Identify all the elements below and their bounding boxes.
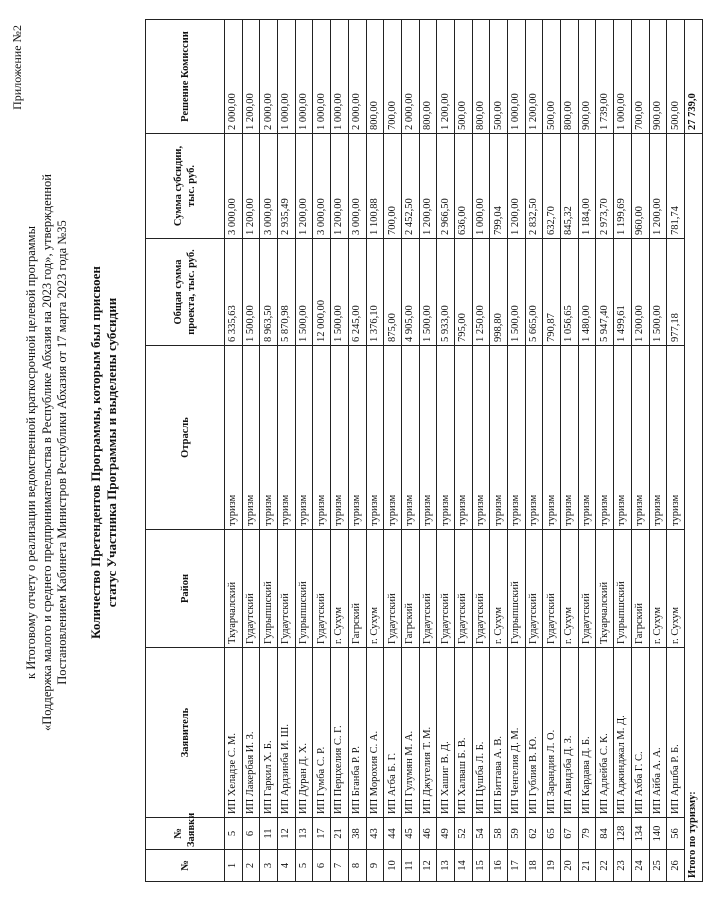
application-number-cell: 44 bbox=[384, 818, 402, 850]
commission-decision-cell: 2 000,00 bbox=[260, 20, 278, 134]
commission-decision-cell: 1 739,00 bbox=[596, 20, 614, 134]
title-line: статус Участника Программы и выделены субсидии bbox=[104, 297, 119, 608]
applicant-name-cell: ИП Гублия В. Ю. bbox=[525, 648, 543, 818]
application-number-cell: 45 bbox=[401, 818, 419, 850]
industry-cell: туризм bbox=[348, 346, 366, 530]
commission-decision-cell: 2 000,00 bbox=[348, 20, 366, 134]
subsidy-amount-cell: 2 966,50 bbox=[437, 134, 455, 239]
subsidy-amount-cell: 3 000,00 bbox=[225, 134, 243, 239]
project-total-cell: 1 056,65 bbox=[561, 239, 579, 346]
row-index-cell: 2 bbox=[242, 850, 260, 882]
subsidy-amount-cell: 1 200,00 bbox=[419, 134, 437, 239]
application-number-cell: 38 bbox=[348, 818, 366, 850]
column-header-subsidy-amount: Сумма субсидии, тыс. руб. bbox=[146, 134, 225, 239]
district-cell: Гудаутский bbox=[578, 530, 596, 648]
table-row bbox=[437, 20, 455, 882]
subtitle-line: к Итоговому отчету о реализации ведомственной краткосрочной целевой программы bbox=[24, 226, 38, 679]
application-number-cell: 54 bbox=[472, 818, 490, 850]
application-number-cell: 52 bbox=[454, 818, 472, 850]
applicant-name-cell: ИП Бганба Р. Р. bbox=[348, 648, 366, 818]
district-cell: Гулрыпшский bbox=[508, 530, 526, 648]
table-row bbox=[242, 20, 260, 882]
industry-cell: туризм bbox=[401, 346, 419, 530]
table-row bbox=[278, 20, 296, 882]
subsidy-amount-cell: 1 200,00 bbox=[295, 134, 313, 239]
application-number-cell: 67 bbox=[561, 818, 579, 850]
applicant-name-cell: ИП Ардзинба И. Ш. bbox=[278, 648, 296, 818]
table-row bbox=[331, 20, 349, 882]
subsidy-amount-cell: 1 100,88 bbox=[366, 134, 384, 239]
project-total-cell: 998,80 bbox=[490, 239, 508, 346]
row-index-cell: 16 bbox=[490, 850, 508, 882]
table-row bbox=[561, 20, 579, 882]
district-cell: Гудаутский bbox=[543, 530, 561, 648]
district-cell: Гудаутский bbox=[437, 530, 455, 648]
industry-cell: туризм bbox=[278, 346, 296, 530]
commission-decision-cell: 1 200,00 bbox=[525, 20, 543, 134]
row-index-cell: 24 bbox=[631, 850, 649, 882]
industry-cell: туризм bbox=[490, 346, 508, 530]
district-cell: Гудаутский bbox=[278, 530, 296, 648]
table-row bbox=[543, 20, 561, 882]
applicant-name-cell: ИП Айба А. А. bbox=[649, 648, 667, 818]
row-index-cell: 22 bbox=[596, 850, 614, 882]
table-row bbox=[508, 20, 526, 882]
table-row bbox=[614, 20, 632, 882]
row-index-cell: 6 bbox=[313, 850, 331, 882]
commission-decision-cell: 900,00 bbox=[649, 20, 667, 134]
industry-cell: туризм bbox=[366, 346, 384, 530]
table-row bbox=[667, 20, 685, 882]
commission-decision-cell: 1 000,00 bbox=[295, 20, 313, 134]
project-total-cell: 4 905,00 bbox=[401, 239, 419, 346]
industry-cell: туризм bbox=[508, 346, 526, 530]
applicant-name-cell: ИП Дуран Д. Х. bbox=[295, 648, 313, 818]
district-cell: г. Сухум bbox=[667, 530, 685, 648]
application-number-cell: 17 bbox=[313, 818, 331, 850]
application-number-cell: 11 bbox=[260, 818, 278, 850]
document-subtitle bbox=[24, 40, 71, 865]
industry-cell: туризм bbox=[331, 346, 349, 530]
row-index-cell: 23 bbox=[614, 850, 632, 882]
subsidy-amount-cell: 1 200,00 bbox=[649, 134, 667, 239]
table-row bbox=[490, 20, 508, 882]
row-index-cell: 26 bbox=[667, 850, 685, 882]
commission-decision-cell: 500,00 bbox=[667, 20, 685, 134]
industry-cell: туризм bbox=[437, 346, 455, 530]
district-cell: Гудаутский bbox=[454, 530, 472, 648]
project-total-cell: 1 500,00 bbox=[419, 239, 437, 346]
column-header-project-total: Общая сумма проекта, тыс. руб. bbox=[146, 239, 225, 346]
district-cell: Гудаутский bbox=[313, 530, 331, 648]
project-total-cell: 1 480,00 bbox=[578, 239, 596, 346]
applicant-name-cell: ИП Цушба Л. Б. bbox=[472, 648, 490, 818]
project-total-cell: 6 335,63 bbox=[225, 239, 243, 346]
subtitle-line: Постановлением Кабинета Министров Республики Абхазия от 17 марта 2023 года №35 bbox=[55, 220, 69, 685]
district-cell: Ткуарчалский bbox=[596, 530, 614, 648]
project-total-cell: 790,87 bbox=[543, 239, 561, 346]
subsidy-amount-cell: 2 452,50 bbox=[401, 134, 419, 239]
subsidy-amount-cell: 632,70 bbox=[543, 134, 561, 239]
applicant-name-cell: ИП Адлейба С. К. bbox=[596, 648, 614, 818]
subtitle-line: «Поддержка малого и среднего предпринимательства в Республике Абхазия на 2023 год», утвержденной bbox=[39, 174, 54, 732]
commission-decision-cell: 800,00 bbox=[561, 20, 579, 134]
applicant-name-cell: ИП Перцхелия С. Г. bbox=[331, 648, 349, 818]
commission-decision-cell: 700,00 bbox=[384, 20, 402, 134]
application-number-cell: 12 bbox=[278, 818, 296, 850]
column-header-district: Район bbox=[146, 530, 225, 648]
table-row bbox=[472, 20, 490, 882]
subsidy-amount-cell: 2 832,50 bbox=[525, 134, 543, 239]
row-index-cell: 7 bbox=[331, 850, 349, 882]
row-index-cell: 5 bbox=[295, 850, 313, 882]
row-index-cell: 13 bbox=[437, 850, 455, 882]
table-row bbox=[313, 20, 331, 882]
project-total-cell: 1 499,61 bbox=[614, 239, 632, 346]
column-header-industry: Отрасль bbox=[146, 346, 225, 530]
industry-cell: туризм bbox=[649, 346, 667, 530]
table-row bbox=[631, 20, 649, 882]
row-index-cell: 10 bbox=[384, 850, 402, 882]
table-row bbox=[260, 20, 278, 882]
table-row bbox=[401, 20, 419, 882]
project-total-cell: 1 200,00 bbox=[631, 239, 649, 346]
row-index-cell: 18 bbox=[525, 850, 543, 882]
applicant-name-cell: ИП Аджинджал М. Д. bbox=[614, 648, 632, 818]
commission-decision-cell: 1 000,00 bbox=[278, 20, 296, 134]
application-number-cell: 56 bbox=[667, 818, 685, 850]
table-row bbox=[578, 20, 596, 882]
district-cell: Гулрыпшский bbox=[614, 530, 632, 648]
district-cell: Гудаутский bbox=[419, 530, 437, 648]
row-index-cell: 19 bbox=[543, 850, 561, 882]
subsidy-amount-cell: 781,74 bbox=[667, 134, 685, 239]
application-number-cell: 43 bbox=[366, 818, 384, 850]
district-cell: Гулрыпшский bbox=[295, 530, 313, 648]
project-total-cell: 1 500,00 bbox=[508, 239, 526, 346]
project-total-cell: 875,00 bbox=[384, 239, 402, 346]
applicant-name-cell: ИП Лакербая И. З. bbox=[242, 648, 260, 818]
table-row bbox=[454, 20, 472, 882]
total-row bbox=[684, 20, 702, 882]
column-header-index: № bbox=[146, 850, 225, 882]
industry-cell: туризм bbox=[242, 346, 260, 530]
subsidy-amount-cell: 2 935,49 bbox=[278, 134, 296, 239]
industry-cell: туризм bbox=[667, 346, 685, 530]
district-cell: г. Сухум bbox=[490, 530, 508, 648]
industry-cell: туризм bbox=[472, 346, 490, 530]
subsidy-amount-cell: 845,32 bbox=[561, 134, 579, 239]
row-index-cell: 8 bbox=[348, 850, 366, 882]
subsidy-amount-cell: 960,00 bbox=[631, 134, 649, 239]
project-total-cell: 795,00 bbox=[454, 239, 472, 346]
industry-cell: туризм bbox=[454, 346, 472, 530]
application-number-cell: 79 bbox=[578, 818, 596, 850]
applicant-name-cell: ИП Ахба Г. С. bbox=[631, 648, 649, 818]
industry-cell: туризм bbox=[260, 346, 278, 530]
row-index-cell: 20 bbox=[561, 850, 579, 882]
application-number-cell: 128 bbox=[614, 818, 632, 850]
table-row bbox=[525, 20, 543, 882]
table-header-row bbox=[146, 20, 225, 882]
table-row bbox=[419, 20, 437, 882]
row-index-cell: 21 bbox=[578, 850, 596, 882]
district-cell: Гудаутский bbox=[472, 530, 490, 648]
application-number-cell: 49 bbox=[437, 818, 455, 850]
project-total-cell: 5 665,00 bbox=[525, 239, 543, 346]
project-total-cell: 8 963,50 bbox=[260, 239, 278, 346]
commission-decision-cell: 500,00 bbox=[490, 20, 508, 134]
subsidy-amount-cell: 1 200,00 bbox=[242, 134, 260, 239]
application-number-cell: 84 bbox=[596, 818, 614, 850]
commission-decision-cell: 1 000,00 bbox=[313, 20, 331, 134]
subsidy-amount-cell: 1 200,00 bbox=[508, 134, 526, 239]
application-number-cell: 13 bbox=[295, 818, 313, 850]
industry-cell: туризм bbox=[543, 346, 561, 530]
applicant-name-cell: ИП Хашиг В. Д. bbox=[437, 648, 455, 818]
applicant-name-cell: ИП Гаркил Х. Б. bbox=[260, 648, 278, 818]
applicant-name-cell: ИП Халваш Б. В. bbox=[454, 648, 472, 818]
subsidy-amount-cell: 636,00 bbox=[454, 134, 472, 239]
commission-decision-cell: 1 200,00 bbox=[242, 20, 260, 134]
district-cell: Гагрский bbox=[348, 530, 366, 648]
appendix-label: Приложение №2 bbox=[10, 25, 24, 110]
district-cell: г. Сухум bbox=[649, 530, 667, 648]
district-cell: Гулрыпшский bbox=[260, 530, 278, 648]
application-number-cell: 6 bbox=[242, 818, 260, 850]
project-total-cell: 1 500,00 bbox=[649, 239, 667, 346]
industry-cell: туризм bbox=[419, 346, 437, 530]
project-total-cell: 5 870,98 bbox=[278, 239, 296, 346]
applicant-name-cell: ИП Агба Б. Г. bbox=[384, 648, 402, 818]
project-total-cell: 1 500,00 bbox=[242, 239, 260, 346]
project-total-cell: 5 933,00 bbox=[437, 239, 455, 346]
district-cell: Гагрский bbox=[631, 530, 649, 648]
row-index-cell: 15 bbox=[472, 850, 490, 882]
commission-decision-cell: 500,00 bbox=[543, 20, 561, 134]
table-row bbox=[348, 20, 366, 882]
row-index-cell: 14 bbox=[454, 850, 472, 882]
table-title bbox=[88, 30, 120, 875]
commission-decision-cell: 1 000,00 bbox=[331, 20, 349, 134]
total-value: 27 739,0 bbox=[684, 20, 702, 134]
industry-cell: туризм bbox=[578, 346, 596, 530]
project-total-cell: 12 000,00 bbox=[313, 239, 331, 346]
project-total-cell: 6 245,00 bbox=[348, 239, 366, 346]
row-index-cell: 4 bbox=[278, 850, 296, 882]
applicant-name-cell: ИП Ченгелия Д. М. bbox=[508, 648, 526, 818]
project-total-cell: 1 250,00 bbox=[472, 239, 490, 346]
industry-cell: туризм bbox=[225, 346, 243, 530]
application-number-cell: 21 bbox=[331, 818, 349, 850]
district-cell: г. Сухум bbox=[561, 530, 579, 648]
application-number-cell: 5 bbox=[225, 818, 243, 850]
row-index-cell: 25 bbox=[649, 850, 667, 882]
column-header-application-no: № Заявки bbox=[146, 818, 225, 850]
commission-decision-cell: 800,00 bbox=[366, 20, 384, 134]
table-row bbox=[225, 20, 243, 882]
commission-decision-cell: 800,00 bbox=[419, 20, 437, 134]
application-number-cell: 58 bbox=[490, 818, 508, 850]
industry-cell: туризм bbox=[631, 346, 649, 530]
district-cell: Гудаутский bbox=[525, 530, 543, 648]
applicant-name-cell: ИП Биттава А. В. bbox=[490, 648, 508, 818]
subsidy-amount-cell: 700,00 bbox=[384, 134, 402, 239]
commission-decision-cell: 2 000,00 bbox=[401, 20, 419, 134]
subsidy-table bbox=[145, 19, 703, 882]
application-number-cell: 59 bbox=[508, 818, 526, 850]
project-total-cell: 977,18 bbox=[667, 239, 685, 346]
applicant-name-cell: ИП Кардава Д. Б. bbox=[578, 648, 596, 818]
subsidy-amount-cell: 799,04 bbox=[490, 134, 508, 239]
subsidy-amount-cell: 2 973,70 bbox=[596, 134, 614, 239]
application-number-cell: 62 bbox=[525, 818, 543, 850]
table-row bbox=[295, 20, 313, 882]
commission-decision-cell: 2 000,00 bbox=[225, 20, 243, 134]
column-header-applicant: Заявитель bbox=[146, 648, 225, 818]
column-header-commission-decision: Решение Комиссии bbox=[146, 20, 225, 134]
table-row bbox=[366, 20, 384, 882]
subsidy-amount-cell: 3 000,00 bbox=[348, 134, 366, 239]
district-cell: Ткуарчалский bbox=[225, 530, 243, 648]
commission-decision-cell: 500,00 bbox=[454, 20, 472, 134]
project-total-cell: 1 500,00 bbox=[331, 239, 349, 346]
row-index-cell: 1 bbox=[225, 850, 243, 882]
row-index-cell: 17 bbox=[508, 850, 526, 882]
industry-cell: туризм bbox=[525, 346, 543, 530]
commission-decision-cell: 700,00 bbox=[631, 20, 649, 134]
industry-cell: туризм bbox=[561, 346, 579, 530]
commission-decision-cell: 1 000,00 bbox=[614, 20, 632, 134]
row-index-cell: 9 bbox=[366, 850, 384, 882]
project-total-cell: 1 376,10 bbox=[366, 239, 384, 346]
application-number-cell: 46 bbox=[419, 818, 437, 850]
project-total-cell: 1 500,00 bbox=[295, 239, 313, 346]
district-cell: г. Сухум bbox=[366, 530, 384, 648]
industry-cell: туризм bbox=[313, 346, 331, 530]
commission-decision-cell: 900,00 bbox=[578, 20, 596, 134]
table-row bbox=[649, 20, 667, 882]
applicant-name-cell: ИП Джугелия Т. М. bbox=[419, 648, 437, 818]
project-total-cell: 5 947,40 bbox=[596, 239, 614, 346]
subsidy-amount-cell: 3 000,00 bbox=[313, 134, 331, 239]
district-cell: г. Сухум bbox=[331, 530, 349, 648]
total-label: Итого по туризму: bbox=[684, 134, 702, 882]
subsidy-amount-cell: 1 000,00 bbox=[472, 134, 490, 239]
subsidy-amount-cell: 3 000,00 bbox=[260, 134, 278, 239]
applicant-name-cell: ИП Гумба С. Р. bbox=[313, 648, 331, 818]
row-index-cell: 11 bbox=[401, 850, 419, 882]
applicant-name-cell: ИП Морохия С. А. bbox=[366, 648, 384, 818]
applicant-name-cell: ИП Аршба Р. Б. bbox=[667, 648, 685, 818]
applicant-name-cell: ИП Зарандия Л. О. bbox=[543, 648, 561, 818]
industry-cell: туризм bbox=[614, 346, 632, 530]
commission-decision-cell: 800,00 bbox=[472, 20, 490, 134]
industry-cell: туризм bbox=[596, 346, 614, 530]
row-index-cell: 12 bbox=[419, 850, 437, 882]
title-line: Количество Претендентов Программы, которым был присвоен bbox=[88, 266, 103, 639]
application-number-cell: 134 bbox=[631, 818, 649, 850]
district-cell: Гудаутский bbox=[242, 530, 260, 648]
applicant-name-cell: ИП Гулумян М. А. bbox=[401, 648, 419, 818]
commission-decision-cell: 1 200,00 bbox=[437, 20, 455, 134]
commission-decision-cell: 1 000,00 bbox=[508, 20, 526, 134]
applicant-name-cell: ИП Авидзба Д. З. bbox=[561, 648, 579, 818]
industry-cell: туризм bbox=[384, 346, 402, 530]
district-cell: Гудаутский bbox=[384, 530, 402, 648]
application-number-cell: 140 bbox=[649, 818, 667, 850]
industry-cell: туризм bbox=[295, 346, 313, 530]
district-cell: Гагрский bbox=[401, 530, 419, 648]
table-row bbox=[384, 20, 402, 882]
row-index-cell: 3 bbox=[260, 850, 278, 882]
application-number-cell: 65 bbox=[543, 818, 561, 850]
subsidy-amount-cell: 1 199,69 bbox=[614, 134, 632, 239]
table-row bbox=[596, 20, 614, 882]
applicant-name-cell: ИП Хеладзе С. М. bbox=[225, 648, 243, 818]
subsidy-amount-cell: 1 200,00 bbox=[331, 134, 349, 239]
subsidy-amount-cell: 1 184,00 bbox=[578, 134, 596, 239]
